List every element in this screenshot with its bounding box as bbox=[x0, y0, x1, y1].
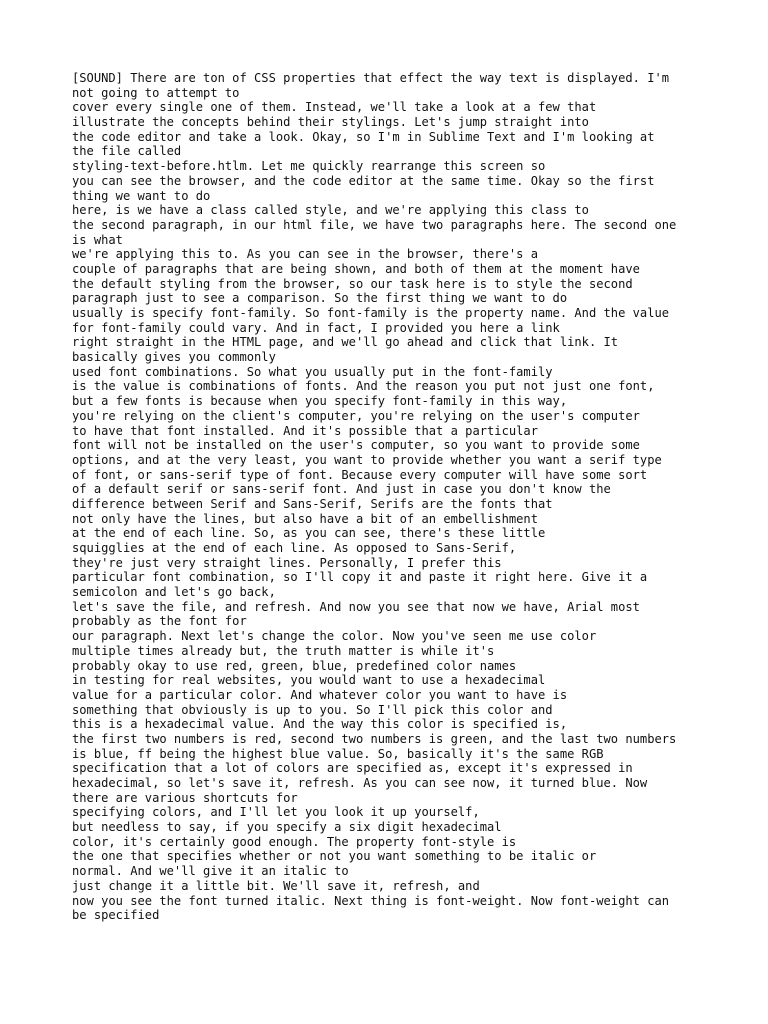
transcript-line: particular font combination, so I'll copy it and paste it right here. Give it a bbox=[72, 570, 648, 585]
transcript-line: styling-text-before.htlm. Let me quickly rearrange this screen so bbox=[72, 159, 546, 174]
transcript-line: difference between Serif and Sans-Serif, Serifs are the fonts that bbox=[72, 496, 553, 511]
transcript-line: cover every single one of them. Instead, we'll take a look at a few that bbox=[72, 100, 597, 115]
transcript-line: color, it's certainly good enough. The property font-style is bbox=[72, 834, 517, 849]
transcript-line: be specified bbox=[72, 908, 160, 923]
transcript-line: the second paragraph, in our html file, we have two paragraphs here. The second one bbox=[72, 217, 677, 232]
transcript-line: squigglies at the end of each line. As opposed to Sans-Serif, bbox=[72, 541, 517, 555]
transcript-line: you're relying on the client's computer, you're relying on the user's computer bbox=[72, 408, 640, 423]
transcript-line: the one that specifies whether or not you want something to be italic or bbox=[72, 849, 597, 864]
transcript-line: now you see the font turned italic. Next thing is font-weight. Now font-weight can bbox=[72, 893, 670, 908]
transcript-line: value for a particular color. And whatever color you want to have is bbox=[72, 687, 568, 702]
transcript-line: semicolon and let's go back, bbox=[72, 585, 276, 600]
transcript-line: you can see the browser, and the code editor at the same time. Okay so the first bbox=[72, 173, 655, 188]
transcript-line: is blue, ff being the highest blue value. So, basically it's the same RGB bbox=[72, 746, 604, 761]
transcript-line: basically gives you commonly bbox=[72, 350, 276, 365]
transcript-line: probably as the font for bbox=[72, 614, 247, 629]
transcript-line: hexadecimal, so let's save it, refresh. As you can see now, it turned blue. Now bbox=[72, 776, 648, 790]
transcript-line: here, is we have a class called style, and we're applying this class to bbox=[72, 203, 589, 218]
transcript-line: of font, or sans-serif type of font. Because every computer will have some sort bbox=[72, 467, 648, 482]
transcript-line: to have that font installed. And it's possible that a particular bbox=[72, 423, 538, 438]
transcript-line: is the value is combinations of fonts. And the reason you put not just one font, bbox=[72, 379, 655, 394]
transcript-line: of a default serif or sans-serif font. And just in case you don't know the bbox=[72, 482, 611, 497]
transcript-line: specifying colors, and I'll let you look it up yourself, bbox=[72, 805, 480, 820]
transcript-line: illustrate the concepts behind their stylings. Let's jump straight into bbox=[72, 115, 589, 130]
transcript-page bbox=[72, 71, 732, 923]
transcript-line: right straight in the HTML page, and we'll go ahead and click that link. It bbox=[72, 335, 619, 350]
transcript-line: we're applying this to. As you can see in the browser, there's a bbox=[72, 247, 538, 262]
transcript-line: usually is specify font-family. So font-family is the property name. And the value bbox=[72, 306, 670, 320]
transcript-line: the first two numbers is red, second two numbers is green, and the last two numbers bbox=[72, 731, 677, 746]
transcript-line: font will not be installed on the user's computer, so you want to provide some bbox=[72, 438, 640, 453]
transcript-line: let's save the file, and refresh. And now you see that now we have, Arial most bbox=[72, 599, 640, 614]
transcript-line: thing we want to do bbox=[72, 188, 211, 203]
transcript-line: specification that a lot of colors are specified as, except it's expressed in bbox=[72, 761, 633, 776]
transcript-line: multiple times already but, the truth matter is while it's bbox=[72, 643, 495, 658]
transcript-line: in testing for real websites, you would want to use a hexadecimal bbox=[72, 673, 546, 688]
transcript-line: the default styling from the browser, so our task here is to style the second bbox=[72, 276, 633, 291]
transcript-line: for font-family could vary. And in fact, I provided you here a link bbox=[72, 320, 560, 335]
transcript-line: there are various shortcuts for bbox=[72, 790, 298, 805]
transcript-line: they're just very straight lines. Personally, I prefer this bbox=[72, 555, 502, 570]
transcript-line: options, and at the very least, you want to provide whether you want a serif type bbox=[72, 452, 662, 467]
transcript-line: but a few fonts is because when you specify font-family in this way, bbox=[72, 394, 568, 409]
transcript-line: the file called bbox=[72, 144, 182, 159]
transcript-line: normal. And we'll give it an italic to bbox=[72, 864, 349, 879]
transcript-line: just change it a little bit. We'll save it, refresh, and bbox=[72, 878, 480, 893]
transcript-line: but needless to say, if you specify a six digit hexadecimal bbox=[72, 820, 502, 835]
transcript-line: not only have the lines, but also have a bit of an embellishment bbox=[72, 511, 538, 526]
transcript-line: at the end of each line. So, as you can see, there's these little bbox=[72, 526, 546, 541]
transcript-line: this is a hexadecimal value. And the way this color is specified is, bbox=[72, 717, 568, 732]
transcript-line: not going to attempt to bbox=[72, 85, 240, 100]
transcript-line: something that obviously is up to you. So I'll pick this color and bbox=[72, 702, 553, 717]
transcript-line: used font combinations. So what you usually put in the font-family bbox=[72, 364, 553, 379]
transcript-line: couple of paragraphs that are being shown, and both of them at the moment have bbox=[72, 261, 640, 276]
transcript-line: the code editor and take a look. Okay, so I'm in Sublime Text and I'm looking at bbox=[72, 129, 655, 144]
transcript-line: paragraph just to see a comparison. So the first thing we want to do bbox=[72, 291, 568, 306]
transcript-line: is what bbox=[72, 232, 123, 247]
transcript-line: probably okay to use red, green, blue, predefined color names bbox=[72, 658, 517, 673]
transcript-line: [SOUND] There are ton of CSS properties that effect the way text is displayed. I'm bbox=[72, 71, 670, 85]
transcript-line: our paragraph. Next let's change the color. Now you've seen me use color bbox=[72, 629, 597, 644]
